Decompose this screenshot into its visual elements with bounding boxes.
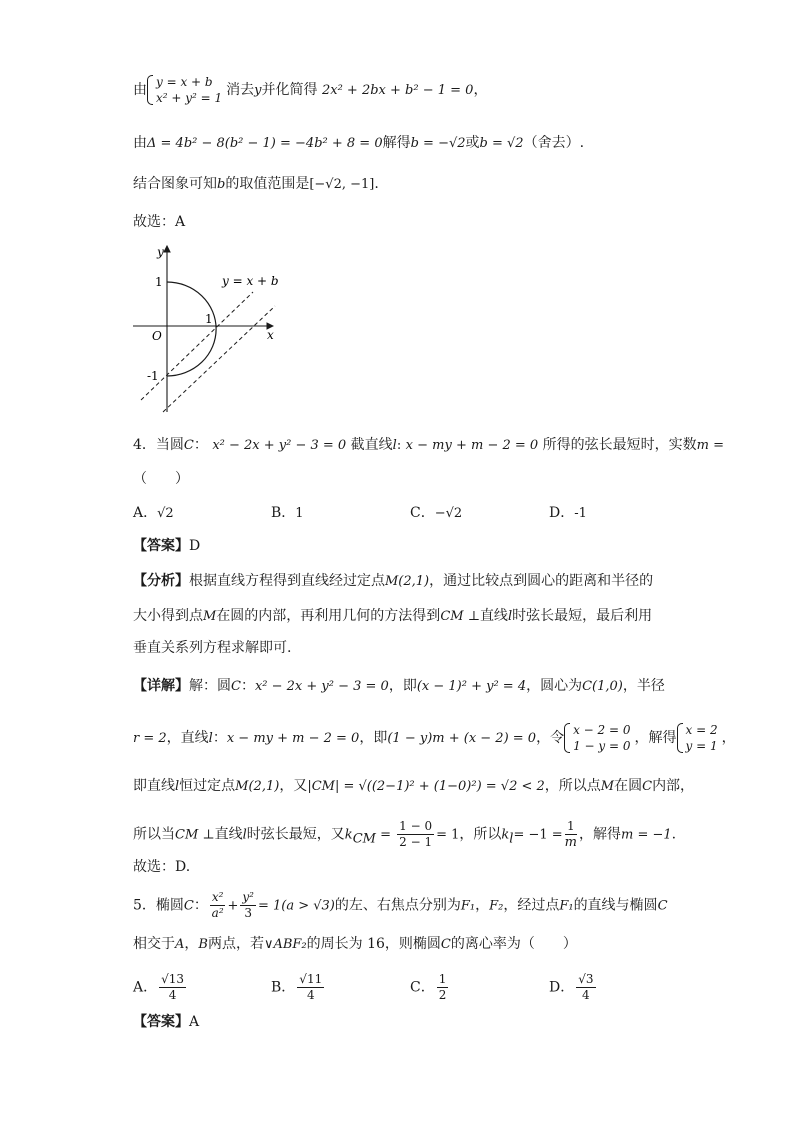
q4-detail-3 bbox=[133, 776, 694, 797]
text: 两点，若 bbox=[207, 936, 264, 952]
analysis-tag: 【分析】 bbox=[133, 573, 189, 589]
solution-line-1 bbox=[133, 74, 487, 106]
equation: b = −√2 bbox=[410, 136, 466, 151]
system-eq-1: x − 2 = 0 bbox=[573, 723, 631, 737]
var: C bbox=[183, 438, 194, 453]
text: 直线 bbox=[479, 608, 508, 624]
equation: x − my + m − 2 = 0 bbox=[405, 438, 539, 453]
text: 即直线 bbox=[133, 778, 175, 794]
q5-stem-1: 5．椭圆C： $\frac{\text{x²}}{\text{a²}}$ + $\frac{\text{y²}}{3}$ = 1(a > √3)的左、右焦点分别为F₁，F₂，经过点F₁的直线与椭圆C bbox=[133, 890, 668, 920]
numerator: 1 bbox=[567, 819, 575, 833]
q4-analysis-3 bbox=[133, 638, 291, 658]
text: ，即 bbox=[388, 678, 417, 694]
q4-analysis-2 bbox=[133, 606, 652, 627]
equation: CM ⊥ bbox=[440, 609, 480, 624]
text: 消去 bbox=[226, 82, 255, 98]
equation: x − my + m − 2 = 0 bbox=[226, 731, 360, 746]
text: 解：圆 bbox=[189, 678, 231, 694]
denominator: a² bbox=[211, 906, 224, 920]
var: M bbox=[203, 609, 217, 624]
equation: m = −1 bbox=[620, 827, 672, 843]
var: l bbox=[208, 731, 213, 746]
var: m = bbox=[696, 438, 724, 453]
text: ： bbox=[193, 897, 208, 914]
text: 的左、右焦点分别为 bbox=[334, 897, 461, 914]
equation: 2x² + 2bx + b² − 1 = 0 bbox=[321, 83, 474, 98]
fraction bbox=[210, 890, 226, 921]
var: y bbox=[254, 83, 262, 98]
denominator: 4 bbox=[306, 988, 315, 1002]
origin-label: O bbox=[152, 329, 162, 343]
equation: = 1 bbox=[436, 827, 460, 843]
subscript: CM bbox=[352, 831, 376, 847]
detail-tag: 【详解】 bbox=[133, 678, 189, 694]
x-axis-label: x bbox=[267, 328, 274, 342]
equation: x² − 2x + y² − 3 = 0 bbox=[212, 438, 347, 453]
q5-option-b bbox=[271, 972, 326, 1003]
q4-answer bbox=[133, 536, 200, 556]
text: 所以当 bbox=[133, 826, 175, 843]
point: M(2,1) bbox=[235, 779, 280, 794]
equation: Δ = 4b² − 8(b² − 1) = −4b² + 8 = 0 bbox=[147, 136, 383, 151]
text: ，半径 bbox=[622, 678, 665, 694]
text: 垂直关系列方程求解即可. bbox=[133, 640, 292, 656]
text: 相交于 bbox=[133, 936, 175, 952]
var: k bbox=[344, 827, 353, 843]
equation: = −1 = bbox=[513, 827, 563, 843]
text: 故选：D. bbox=[133, 859, 191, 875]
equation: b = √2 bbox=[479, 136, 524, 151]
text: 的离心率为（ ） bbox=[450, 936, 577, 952]
var: C bbox=[183, 898, 194, 914]
text: ，令 bbox=[536, 730, 565, 746]
point: M(2,1) bbox=[385, 574, 430, 589]
text: 时弦长最短，又 bbox=[246, 826, 345, 843]
solution-line-3 bbox=[133, 174, 379, 195]
subscript: l bbox=[509, 831, 514, 847]
text: 由 bbox=[133, 82, 147, 98]
interval: [−√2, −1] bbox=[309, 177, 375, 192]
y-axis-label: y bbox=[157, 245, 164, 259]
fraction bbox=[565, 819, 577, 850]
equation: r = 2 bbox=[133, 731, 167, 746]
text: ，所以点 bbox=[544, 778, 601, 794]
denominator: 2 − 1 bbox=[399, 835, 433, 849]
fraction bbox=[297, 972, 324, 1003]
q5-answer bbox=[133, 1012, 199, 1032]
var: B bbox=[198, 937, 208, 952]
equation: CM ⊥ bbox=[175, 827, 215, 843]
denominator: 3 bbox=[244, 906, 252, 920]
numerator: 1 bbox=[438, 972, 447, 986]
text: ，通过比较点到圆心的距离和半径的 bbox=[429, 573, 654, 589]
tick-label: 1 bbox=[205, 312, 213, 326]
text: 5．椭圆 bbox=[133, 897, 184, 914]
var: C bbox=[642, 779, 653, 794]
option-value: -1 bbox=[574, 506, 587, 521]
solution-line-4 bbox=[133, 212, 185, 232]
text: 由 bbox=[133, 135, 147, 151]
option-key: D． bbox=[549, 979, 575, 996]
text: 内部， bbox=[652, 778, 695, 794]
text: ， bbox=[721, 730, 736, 746]
system-eq-2: x² + y² = 1 bbox=[156, 91, 223, 105]
q4-detail-4: 所以当CM ⊥直线l时弦长最短，又$k_{CM}$ = $\frac{1 - 0}{2 - 1}$ = 1，所以$k_l= -1$ = $\frac{1}{m}$ ，解得m = −1. bbox=[133, 819, 677, 850]
text: 并化简得 bbox=[261, 82, 318, 98]
text: 或 bbox=[465, 135, 480, 151]
text: 所得的弦长最短时，实数 bbox=[542, 437, 697, 453]
text: ，又 bbox=[279, 778, 308, 794]
var: b bbox=[217, 177, 226, 192]
text: 在圆的内部，再利用几何的方法得到 bbox=[216, 608, 441, 624]
text: ，圆心为 bbox=[526, 678, 583, 694]
var: A bbox=[175, 937, 185, 952]
var: l bbox=[242, 827, 247, 843]
semicircle bbox=[167, 282, 216, 376]
equation: x² − 2x + y² − 3 = 0 bbox=[254, 679, 389, 694]
text: （舍去）. bbox=[523, 135, 585, 151]
var: F₂ bbox=[489, 898, 504, 914]
q4-detail-5 bbox=[133, 857, 190, 877]
answer-tag: 【答案】 bbox=[133, 538, 189, 554]
text: （ ） bbox=[133, 471, 189, 487]
option-value: 1 bbox=[295, 506, 304, 521]
option-key: A． bbox=[133, 979, 158, 996]
q4-detail-1 bbox=[133, 676, 665, 697]
option-key: B． bbox=[271, 505, 296, 521]
system-eq-1: y = x + b bbox=[156, 75, 213, 89]
text: ，解得 bbox=[578, 826, 621, 843]
text: 直线 bbox=[214, 826, 243, 843]
q4-analysis-1 bbox=[133, 571, 653, 592]
tick-label: -1 bbox=[147, 369, 159, 383]
q5-stem-2 bbox=[133, 934, 577, 955]
option-value: √2 bbox=[157, 506, 174, 521]
text: 解得 bbox=[382, 135, 411, 151]
line-label: y = x + b bbox=[222, 274, 279, 288]
text: ， bbox=[473, 82, 488, 98]
q4-option-b bbox=[271, 503, 304, 524]
text: ，直线 bbox=[166, 730, 209, 746]
fraction bbox=[397, 819, 434, 850]
fraction bbox=[576, 972, 595, 1003]
option-key: C． bbox=[410, 505, 435, 521]
text: ，即 bbox=[359, 730, 388, 746]
option-key: B． bbox=[271, 979, 296, 996]
numerator: x² bbox=[211, 890, 224, 904]
answer-value: D bbox=[189, 538, 201, 554]
system-eq-2: 1 − y = 0 bbox=[573, 739, 631, 753]
text: 的直线与椭圆 bbox=[573, 897, 658, 914]
text: ， bbox=[184, 936, 199, 952]
text: ，解得 bbox=[634, 730, 677, 746]
q4-option-a bbox=[133, 503, 174, 524]
var: l bbox=[392, 438, 397, 453]
text: ，经过点 bbox=[503, 897, 560, 914]
equation: (1 − y)m + (x − 2) = 0 bbox=[387, 731, 537, 746]
option-key: D． bbox=[549, 505, 575, 521]
option-value: −√2 bbox=[434, 506, 463, 521]
text: ： bbox=[240, 678, 255, 694]
denominator: 2 bbox=[438, 988, 447, 1002]
secant-line bbox=[163, 306, 275, 412]
text: 的周长为 16，则椭圆 bbox=[306, 936, 441, 952]
tangent-line bbox=[141, 292, 253, 400]
fraction bbox=[240, 890, 256, 921]
triangle: ∨ABF₂ bbox=[263, 937, 307, 952]
text: 的取值范围是 bbox=[225, 176, 310, 192]
solution-eq-1: x = 2 bbox=[685, 723, 718, 737]
var: C bbox=[440, 937, 451, 952]
fraction bbox=[159, 972, 186, 1003]
var: M bbox=[600, 779, 615, 794]
var: l bbox=[175, 779, 180, 794]
answer-value: A bbox=[189, 1014, 200, 1030]
q5-option-c bbox=[410, 972, 450, 1003]
q4-option-d bbox=[549, 503, 587, 524]
text: 截直线 bbox=[350, 437, 393, 453]
fraction bbox=[437, 972, 449, 1003]
geometry-figure bbox=[125, 240, 295, 420]
numerator: √3 bbox=[578, 972, 594, 986]
q5-option-a bbox=[133, 972, 188, 1003]
text: . bbox=[374, 176, 379, 192]
denominator: m bbox=[564, 835, 577, 850]
equation: = 1(a > √3) bbox=[257, 898, 335, 914]
var: C bbox=[231, 679, 241, 694]
tick-label: 1 bbox=[155, 275, 163, 289]
denominator: 4 bbox=[168, 988, 177, 1002]
var: F₁ bbox=[559, 898, 574, 914]
equation-system bbox=[564, 722, 630, 754]
solution-line-2 bbox=[133, 133, 584, 154]
text: ： bbox=[193, 437, 208, 453]
text: 大小得到点 bbox=[133, 608, 203, 624]
option-key: A． bbox=[133, 505, 158, 521]
numerator: √13 bbox=[161, 972, 185, 986]
equation: (x − 1)² + y² = 4 bbox=[416, 679, 527, 694]
denominator: 4 bbox=[582, 988, 590, 1002]
text: 时弦长最短，最后利用 bbox=[512, 608, 653, 624]
answer-tag: 【答案】 bbox=[133, 1014, 189, 1030]
q4-detail-2 bbox=[133, 722, 736, 754]
q4-stem: 4．当圆C： x² − 2x + y² − 3 = 0 截直线l: x − my + m − 2 = 0 所得的弦长最短时，实数m = bbox=[133, 437, 724, 453]
text: 根据直线方程得到直线经过定点 bbox=[189, 573, 385, 589]
var: k bbox=[501, 827, 510, 843]
numerator: 1 − 0 bbox=[399, 819, 433, 833]
solution-system bbox=[677, 722, 718, 754]
solution-eq-2: y = 1 bbox=[685, 739, 718, 753]
q4-paren bbox=[133, 469, 189, 489]
equation-system bbox=[147, 74, 222, 106]
text: 4．当圆 bbox=[133, 437, 184, 453]
text: ， bbox=[475, 897, 490, 914]
text: ，所以 bbox=[459, 826, 502, 843]
q4-option-c bbox=[410, 503, 462, 524]
text: ： bbox=[212, 730, 227, 746]
var: C bbox=[657, 898, 668, 914]
choice-text: 故选：A bbox=[133, 214, 186, 230]
var: F₁ bbox=[460, 898, 476, 914]
var: l bbox=[507, 609, 513, 624]
text: 结合图象可知 bbox=[133, 176, 217, 192]
text: 恒过定点 bbox=[179, 778, 236, 794]
equation: |CM| = √((2−1)² + (1−0)²) = √2 < 2 bbox=[307, 779, 545, 794]
text: 在圆 bbox=[614, 778, 643, 794]
q5-option-d bbox=[549, 972, 598, 1003]
point: C(1,0) bbox=[582, 679, 623, 694]
numerator: y² bbox=[242, 890, 254, 904]
numerator: √11 bbox=[299, 972, 323, 986]
option-key: C． bbox=[410, 979, 435, 996]
